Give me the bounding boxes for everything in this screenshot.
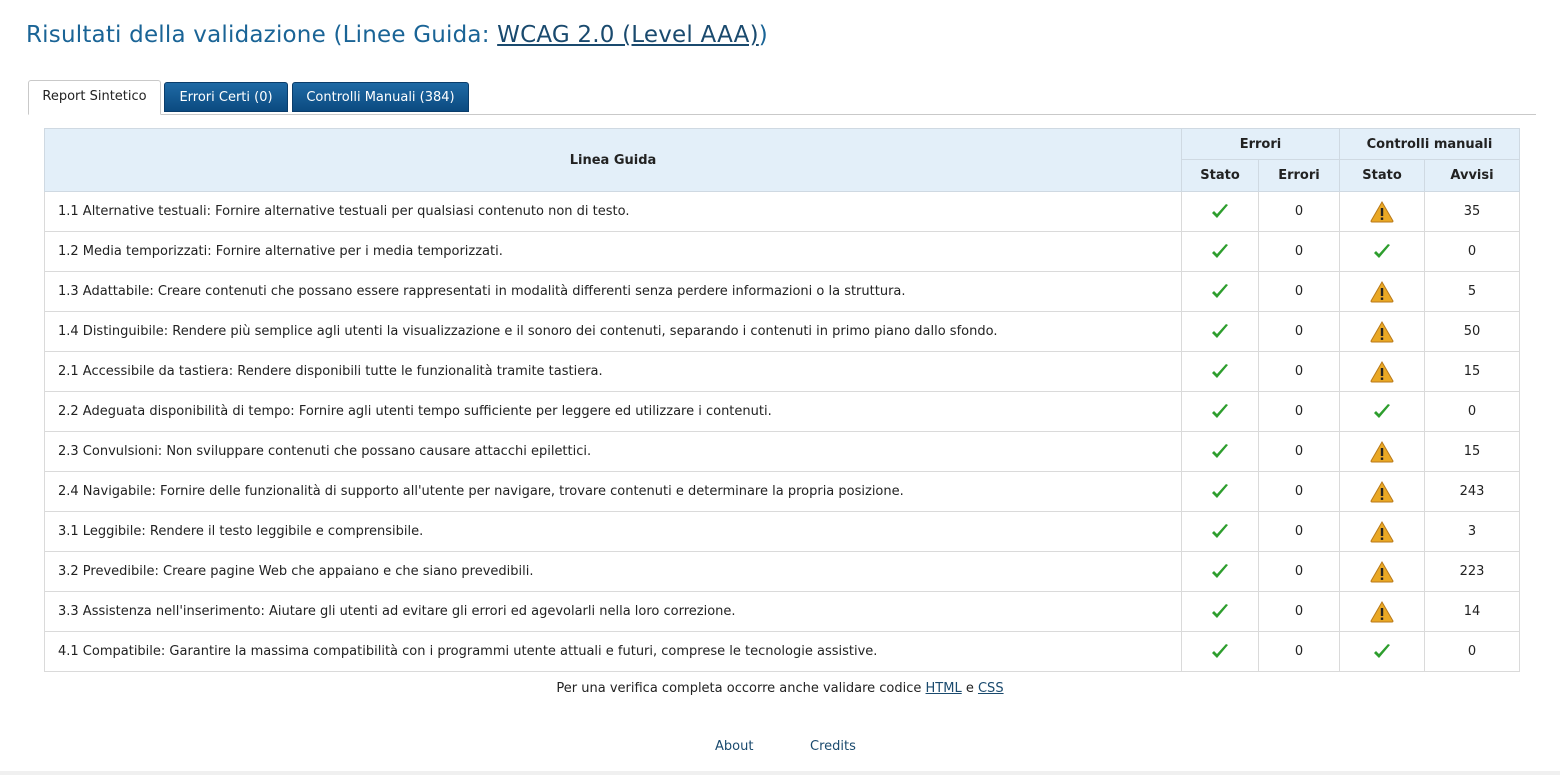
manual-status-cell	[1340, 472, 1425, 512]
errors-status-cell	[1182, 592, 1259, 632]
errors-count-cell: 0	[1259, 472, 1340, 512]
tab-controlli-manuali[interactable]: Controlli Manuali (384)	[292, 82, 469, 112]
table-row	[45, 272, 1520, 312]
errors-status-cell	[1182, 232, 1259, 272]
warnings-count-cell: 223	[1425, 552, 1520, 592]
manual-status-cell	[1340, 392, 1425, 432]
table-body	[45, 192, 1520, 672]
errors-status-cell	[1182, 392, 1259, 432]
errors-count-cell: 0	[1259, 512, 1340, 552]
manual-status-cell	[1340, 312, 1425, 352]
checkmark-icon	[1210, 642, 1230, 662]
checkmark-icon	[1210, 442, 1230, 462]
tab-report-sintetico[interactable]: Report Sintetico	[28, 80, 161, 115]
table-row	[45, 232, 1520, 272]
guideline-link[interactable]: WCAG 2.0 (Level AAA)	[497, 22, 759, 48]
errors-count-cell: 0	[1259, 272, 1340, 312]
warnings-count-cell: 0	[1425, 392, 1520, 432]
css-validator-link[interactable]: CSS	[977, 681, 1004, 696]
guideline-label: 2.2 Adeguata disponibilità di tempo: Fornire agli utenti tempo sufficiente per leggere ed utilizzare i contenuti.	[45, 392, 1182, 432]
guideline-label: 2.4 Navigabile: Fornire delle funzionalità di supporto all'utente per navigare, trovare contenuti e determinare la propria posizione.	[45, 472, 1182, 512]
checkmark-icon	[1210, 242, 1230, 262]
results-table	[44, 128, 1520, 672]
table-row	[45, 592, 1520, 632]
guideline-label: 3.3 Assistenza nell'inserimento: Aiutare gli utenti ad evitare gli errori ed agevolarli nella loro correzione.	[45, 592, 1182, 632]
guideline-label: 1.4 Distinguibile: Rendere più semplice agli utenti la visualizzazione e il sonoro dei contenuti, separando i contenuti in primo piano dallo sfondo.	[45, 312, 1182, 352]
errors-count-cell: 0	[1259, 192, 1340, 232]
manual-status-cell	[1340, 352, 1425, 392]
errors-status-cell	[1182, 432, 1259, 472]
table-row	[45, 312, 1520, 352]
guideline-label: 3.1 Leggibile: Rendere il testo leggibile e comprensibile.	[45, 512, 1182, 552]
errors-status-cell	[1182, 312, 1259, 352]
warning-icon	[1370, 361, 1394, 383]
note-and: e	[961, 681, 978, 696]
table-row	[45, 472, 1520, 512]
tab-bar	[28, 80, 1536, 115]
header-manual-group: Controlli manuali	[1340, 129, 1520, 160]
table-row	[45, 632, 1520, 672]
warning-icon	[1370, 201, 1394, 223]
errors-count-cell: 0	[1259, 312, 1340, 352]
warnings-count-cell: 3	[1425, 512, 1520, 552]
warning-icon	[1370, 561, 1394, 583]
checkmark-icon	[1210, 522, 1230, 542]
warnings-count-cell: 15	[1425, 432, 1520, 472]
warnings-count-cell: 50	[1425, 312, 1520, 352]
warnings-count-cell: 5	[1425, 272, 1520, 312]
errors-count-cell: 0	[1259, 552, 1340, 592]
errors-status-cell	[1182, 192, 1259, 232]
warnings-count-cell: 0	[1425, 232, 1520, 272]
checkmark-icon	[1210, 362, 1230, 382]
warning-icon	[1370, 441, 1394, 463]
warnings-count-cell: 14	[1425, 592, 1520, 632]
guideline-label: 2.3 Convulsioni: Non sviluppare contenuti che possano causare attacchi epilettici.	[45, 432, 1182, 472]
bottom-divider	[0, 771, 1560, 775]
checkmark-icon	[1210, 402, 1230, 422]
guideline-label: 4.1 Compatibile: Garantire la massima compatibilità con i programmi utente attuali e futuri, comprese le tecnologie assistive.	[45, 632, 1182, 672]
warning-icon	[1370, 281, 1394, 303]
html-validator-link[interactable]: HTML	[925, 681, 962, 696]
header-errors-count: Errori	[1259, 160, 1340, 192]
errors-count-cell: 0	[1259, 352, 1340, 392]
errors-count-cell: 0	[1259, 392, 1340, 432]
header-guideline: Linea Guida	[45, 129, 1182, 192]
note-text: Per una verifica completa occorre anche validare codice	[556, 681, 926, 696]
errors-status-cell	[1182, 552, 1259, 592]
header-manual-count: Avvisi	[1425, 160, 1520, 192]
header-errors-status: Stato	[1182, 160, 1259, 192]
warning-icon	[1370, 481, 1394, 503]
errors-status-cell	[1182, 272, 1259, 312]
checkmark-icon	[1210, 602, 1230, 622]
checkmark-icon	[1210, 322, 1230, 342]
errors-status-cell	[1182, 632, 1259, 672]
validation-note	[0, 681, 1560, 696]
table-row	[45, 392, 1520, 432]
title-prefix: Risultati della validazione (Linee Guida:	[26, 22, 498, 48]
checkmark-icon	[1372, 402, 1392, 422]
guideline-label: 1.2 Media temporizzati: Fornire alternative per i media temporizzati.	[45, 232, 1182, 272]
page-title	[26, 22, 768, 48]
guideline-label: 2.1 Accessibile da tastiera: Rendere disponibili tutte le funzionalità tramite tastiera.	[45, 352, 1182, 392]
guideline-label: 1.3 Adattabile: Creare contenuti che possano essere rappresentati in modalità differenti senza perdere informazioni o la struttura.	[45, 272, 1182, 312]
manual-status-cell	[1340, 592, 1425, 632]
errors-status-cell	[1182, 352, 1259, 392]
credits-link[interactable]: Credits	[810, 739, 856, 754]
warning-icon	[1370, 321, 1394, 343]
about-link[interactable]: About	[715, 739, 754, 754]
manual-status-cell	[1340, 192, 1425, 232]
guideline-label: 1.1 Alternative testuali: Fornire alternative testuali per qualsiasi contenuto non di testo.	[45, 192, 1182, 232]
checkmark-icon	[1210, 562, 1230, 582]
warning-icon	[1370, 521, 1394, 543]
manual-status-cell	[1340, 432, 1425, 472]
guideline-label: 3.2 Prevedibile: Creare pagine Web che appaiano e che siano prevedibili.	[45, 552, 1182, 592]
header-errors-group: Errori	[1182, 129, 1340, 160]
errors-count-cell: 0	[1259, 592, 1340, 632]
errors-count-cell: 0	[1259, 632, 1340, 672]
manual-status-cell	[1340, 232, 1425, 272]
table-row	[45, 512, 1520, 552]
errors-status-cell	[1182, 512, 1259, 552]
warnings-count-cell: 15	[1425, 352, 1520, 392]
checkmark-icon	[1210, 482, 1230, 502]
warning-icon	[1370, 601, 1394, 623]
errors-count-cell: 0	[1259, 432, 1340, 472]
manual-status-cell	[1340, 552, 1425, 592]
table-row	[45, 432, 1520, 472]
checkmark-icon	[1210, 282, 1230, 302]
warnings-count-cell: 0	[1425, 632, 1520, 672]
warnings-count-cell: 243	[1425, 472, 1520, 512]
errors-count-cell: 0	[1259, 232, 1340, 272]
errors-status-cell	[1182, 472, 1259, 512]
tab-errori-certi[interactable]: Errori Certi (0)	[164, 82, 288, 112]
warnings-count-cell: 35	[1425, 192, 1520, 232]
header-manual-status: Stato	[1340, 160, 1425, 192]
manual-status-cell	[1340, 272, 1425, 312]
table-row	[45, 352, 1520, 392]
title-suffix: )	[758, 22, 768, 48]
manual-status-cell	[1340, 632, 1425, 672]
checkmark-icon	[1210, 202, 1230, 222]
manual-status-cell	[1340, 512, 1425, 552]
table-row	[45, 192, 1520, 232]
table-row	[45, 552, 1520, 592]
checkmark-icon	[1372, 642, 1392, 662]
checkmark-icon	[1372, 242, 1392, 262]
